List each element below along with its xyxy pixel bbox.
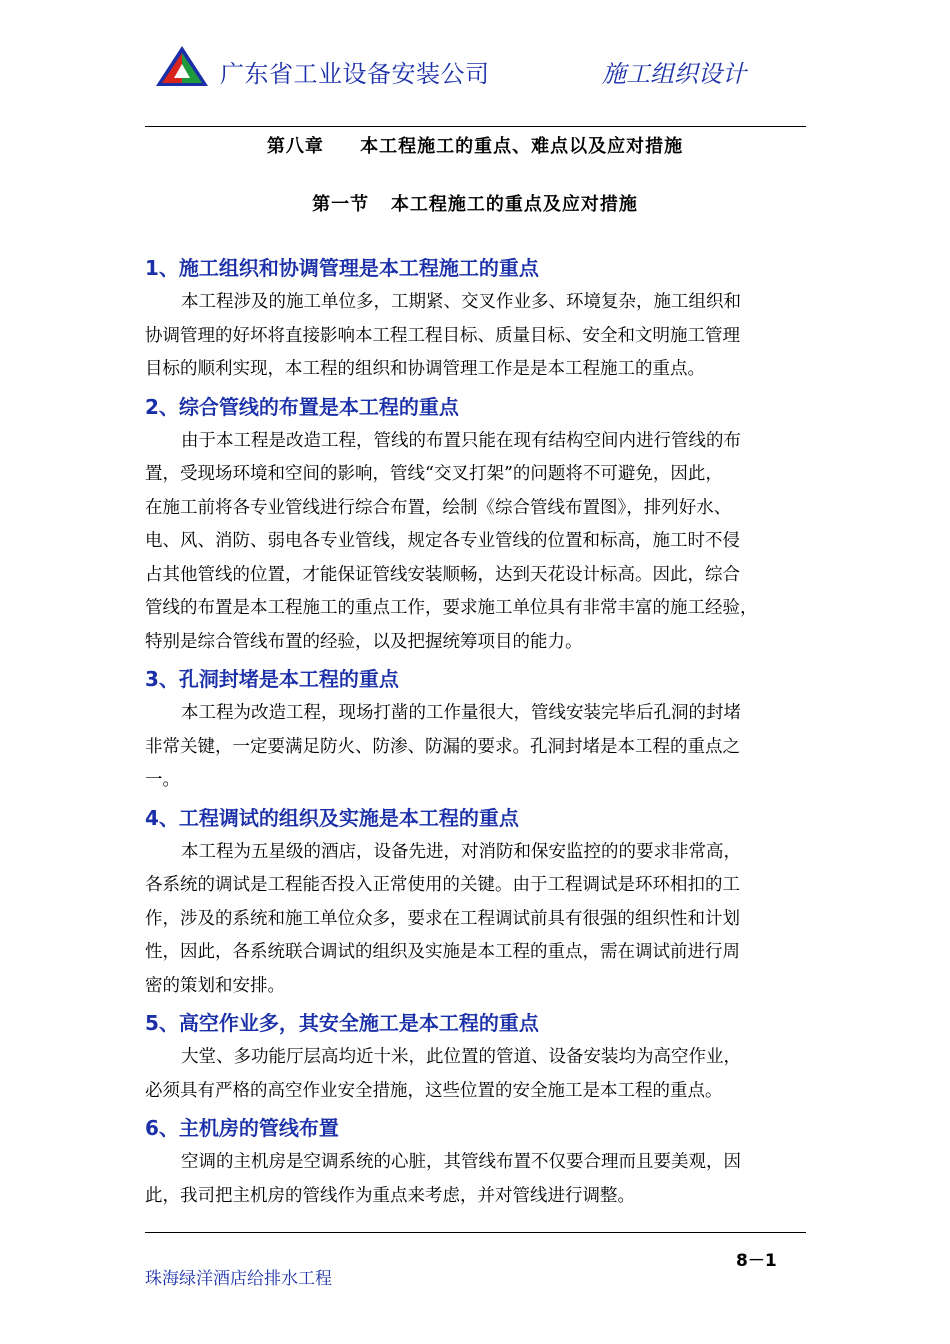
- item-heading: 2、综合管线的布置是本工程的重点: [145, 394, 459, 419]
- paragraph-line: 管线的布置是本工程施工的重点工作，要求施工单位具有非常丰富的施工经验，: [145, 598, 758, 618]
- item-heading: 5、高空作业多，其安全施工是本工程的重点: [145, 1011, 539, 1035]
- item-heading: 4、工程调试的组织及实施是本工程的重点: [145, 805, 519, 830]
- footer-divider: [145, 1232, 806, 1233]
- paragraph-line: 占其他管线的位置，才能保证管线安装顺畅，达到天花设计标高。因此，综合: [145, 564, 740, 585]
- item-4: [145, 802, 810, 1004]
- paragraph-line: 本工程涉及的施工单位多，工期紧、交叉作业多、环境复杂，施工组织和: [181, 292, 741, 312]
- paragraph-line: 性，因此，各系统联合调试的组织及实施是本工程的重点，需在调试前进行周: [145, 942, 740, 962]
- item-paragraph: [145, 836, 810, 1004]
- document-type: 施工组织设计: [602, 60, 746, 88]
- paragraph-line: 由于本工程是改造工程，管线的布置只能在现有结构空间内进行管线的布: [181, 430, 741, 451]
- project-name: 珠海绿洋酒店给排水工程: [145, 1269, 332, 1289]
- header-divider: [145, 126, 806, 127]
- document-body: [145, 252, 810, 1217]
- paragraph-line: 置，受现场环境和空间的影响，管线“交叉打架”的问题将不可避免，因此，: [145, 464, 723, 484]
- item-paragraph: [145, 697, 810, 798]
- item-heading: 3、孔洞封堵是本工程的重点: [145, 667, 399, 691]
- paragraph-line: 电、风、消防、弱电各专业管线，规定各专业管线的位置和标高，施工时不侵: [145, 531, 740, 551]
- chapter-title: 第八章 本工程施工的重点、难点以及应对措施: [266, 136, 684, 157]
- paragraph-line: 一。: [145, 770, 180, 790]
- paragraph-line: 非常关键，一定要满足防火、防渗、防漏的要求。孔洞封堵是本工程的重点之: [145, 736, 740, 757]
- item-paragraph: [145, 1041, 810, 1108]
- paragraph-line: 协调管理的好坏将直接影响本工程工程目标、质量目标、安全和文明施工管理: [145, 325, 740, 346]
- item-heading: 6、主机房的管线布置: [145, 1116, 339, 1140]
- paragraph-line: 特别是综合管线布置的经验，以及把握统筹项目的能力。: [145, 631, 583, 652]
- item-6: [145, 1112, 810, 1213]
- item-heading: 1、施工组织和协调管理是本工程施工的重点: [145, 256, 539, 280]
- paragraph-line: 本工程为五星级的酒店，设备先进，对消防和保安监控的的要求非常高，: [181, 841, 741, 862]
- page-number: 8－1: [736, 1251, 777, 1271]
- paragraph-line: 密的策划和安排。: [145, 975, 285, 996]
- item-paragraph: [145, 286, 810, 387]
- item-paragraph: [145, 425, 810, 660]
- paragraph-line: 此，我司把主机房的管线作为重点来考虑，并对管线进行调整。: [145, 1185, 635, 1206]
- item-5: [145, 1007, 810, 1108]
- item-paragraph: [145, 1146, 810, 1213]
- paragraph-line: 在施工前将各专业管线进行综合布置，绘制《综合管线布置图》，排列好水、: [145, 497, 732, 518]
- paragraph-line: 大堂、多功能厅层高均近十米，此位置的管道、设备安装均为高空作业，: [181, 1047, 741, 1067]
- item-3: [145, 663, 810, 798]
- section-title: 第一节 本工程施工的重点及应对措施: [312, 194, 638, 215]
- page-header: [0, 0, 950, 130]
- paragraph-line: 空调的主机房是空调系统的心脏，其管线布置不仅要合理而且要美观，因: [181, 1152, 741, 1172]
- paragraph-line: 本工程为改造工程，现场打凿的工作量很大，管线安装完毕后孔洞的封堵: [181, 703, 741, 723]
- paragraph-line: 必须具有严格的高空作业安全措施，这些位置的安全施工是本工程的重点。: [145, 1080, 723, 1101]
- paragraph-line: 作，涉及的系统和施工单位众多，要求在工程调试前具有很强的组织性和计划: [145, 908, 740, 929]
- paragraph-line: 各系统的调试是工程能否投入正常使用的关键。由于工程调试是环环相扣的工: [145, 875, 740, 895]
- company-name: 广东省工业设备安装公司: [220, 60, 490, 88]
- company-triangle-logo-icon: [152, 44, 212, 88]
- paragraph-line: 目标的顺利实现，本工程的组织和协调管理工作是是本工程施工的重点。: [145, 359, 705, 379]
- item-1: [145, 252, 810, 387]
- item-2: [145, 391, 810, 660]
